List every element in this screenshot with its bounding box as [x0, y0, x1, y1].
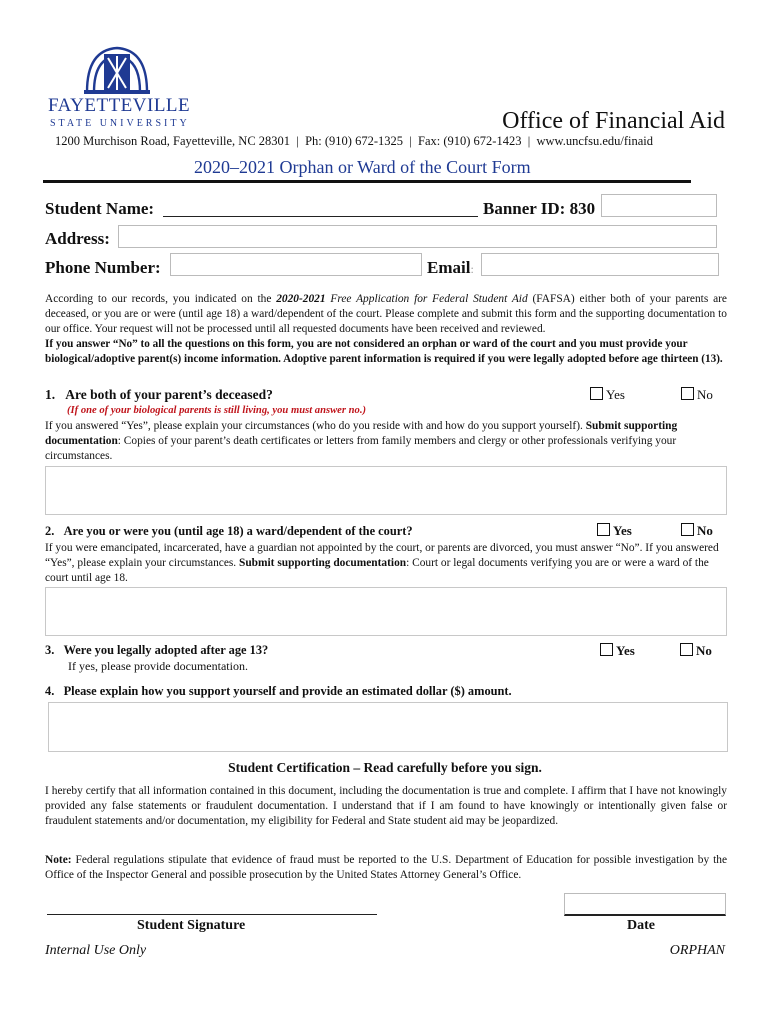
- question-1: 1. Are both of your parent’s deceased?: [45, 387, 273, 402]
- separator: |: [293, 134, 302, 148]
- intro-warning: If you answer “No” to all the questions on this form, you are not considered an orphan or ward of the court and you must provide your biological/adoptive parent(s) income information. Adoptive parent information is required if you were legally adopted before age thirteen (13).: [45, 338, 723, 365]
- q2-explanation-box[interactable]: [45, 587, 727, 636]
- checkbox-icon[interactable]: [590, 387, 603, 400]
- phone-number-label: Phone Number:: [45, 258, 161, 277]
- address-label: Address:: [45, 229, 110, 248]
- office-fax: Fax: (910) 672-1423: [418, 134, 522, 148]
- q4-explanation-box[interactable]: [48, 702, 728, 752]
- title-divider: [43, 180, 691, 183]
- student-name-field[interactable]: [163, 199, 478, 217]
- phone-number-field[interactable]: [170, 253, 422, 276]
- q2-instructions: If you were emancipated, incarcerated, have a guardian not appointed by the court, or parents are divorced, you must answer “No”. If you answered “Yes”, please explain your circumstances. Submit supporting documentation: Court or legal documents verifying you are or were a ward of the court until age 18.: [45, 542, 719, 584]
- signature-label: Student Signature: [137, 918, 246, 933]
- form-code: ORPHAN: [669, 943, 725, 958]
- signature-line[interactable]: [47, 914, 377, 915]
- logo-subtitle: STATE UNIVERSITY: [50, 118, 190, 129]
- question-3: 3. Were you legally adopted after age 13?: [45, 643, 269, 657]
- q3-subtext: If yes, please provide documentation.: [68, 659, 248, 673]
- q1-explanation-box[interactable]: [45, 466, 727, 515]
- separator: |: [406, 134, 415, 148]
- checkbox-icon[interactable]: [681, 387, 694, 400]
- contact-line: [55, 134, 653, 149]
- address-field[interactable]: [118, 225, 717, 248]
- q1-note: (If one of your biological parents is still living, you must answer no.): [67, 405, 367, 416]
- intro-paragraph: According to our records, you indicated on the 2020-2021 Free Application for Federal Student Aid (FAFSA) either both of your parents are deceased, or you are or were (until age 18) a ward/dependent of the court. Please complete and submit this form and the supporting documentation to our office. Your request will not be processed until all requested documents have been received and reviewed.: [45, 293, 727, 335]
- q3-yes-option[interactable]: Yes: [600, 643, 635, 659]
- q1-instructions: If you answered “Yes”, please explain your circumstances (who do you reside with and how do you support yourself). Submit supporting documentation: Copies of your parent’s death certificates or letters from family members and clergy or other professionals verifying your circumstances.: [45, 420, 678, 462]
- checkbox-icon[interactable]: [681, 523, 694, 536]
- internal-use-label: Internal Use Only: [45, 943, 147, 958]
- banner-id-label: Banner ID: 830: [483, 199, 596, 218]
- question-2: 2. Are you or were you (until age 18) a ward/dependent of the court?: [45, 524, 413, 538]
- email-label: Email:: [427, 258, 474, 277]
- q2-yes-option[interactable]: Yes: [597, 523, 632, 539]
- certification-heading: Student Certification – Read carefully before you sign.: [228, 760, 542, 775]
- q1-no-option[interactable]: No: [681, 387, 713, 403]
- question-4: 4. Please explain how you support yourself and provide an estimated dollar ($) amount.: [45, 684, 512, 698]
- date-label: Date: [627, 918, 655, 933]
- date-field[interactable]: [564, 893, 726, 916]
- checkbox-icon[interactable]: [597, 523, 610, 536]
- separator: |: [524, 134, 534, 148]
- email-field[interactable]: [481, 253, 719, 276]
- logo-wordmark: FAYETTEVILLE: [48, 95, 191, 116]
- checkbox-icon[interactable]: [680, 643, 693, 656]
- form-title: 2020–2021 Orphan or Ward of the Court Form: [194, 157, 531, 177]
- office-phone: Ph: (910) 672-1325: [305, 134, 403, 148]
- q2-no-option[interactable]: No: [681, 523, 713, 539]
- banner-id-field[interactable]: [601, 194, 717, 217]
- student-name-label: Student Name:: [45, 199, 155, 218]
- office-website[interactable]: www.uncfsu.edu/finaid: [536, 134, 654, 148]
- q3-no-option[interactable]: No: [680, 643, 712, 659]
- q1-yes-option[interactable]: Yes: [590, 387, 625, 403]
- office-address: 1200 Murchison Road, Fayetteville, NC 28301: [55, 134, 291, 148]
- certification-body: I hereby certify that all information contained in this document, including the documentation is true and complete. I affirm that I have not knowingly provided any false statements or fraudulent documentation. I understand that if I am found to have knowingly or intentionally given false or fraudulent statements and/or documentation, my eligibility for Federal and State student aid may be jeopardized.: [45, 785, 727, 827]
- certification-note: Note: Federal regulations stipulate that evidence of fraud must be reported to the U.S. Department of Education for possible investigation by the Office of the Inspector General and possible prosecution by the United States Attorney General’s Office.: [45, 854, 727, 881]
- checkbox-icon[interactable]: [600, 643, 613, 656]
- office-name: Office of Financial Aid: [502, 108, 725, 134]
